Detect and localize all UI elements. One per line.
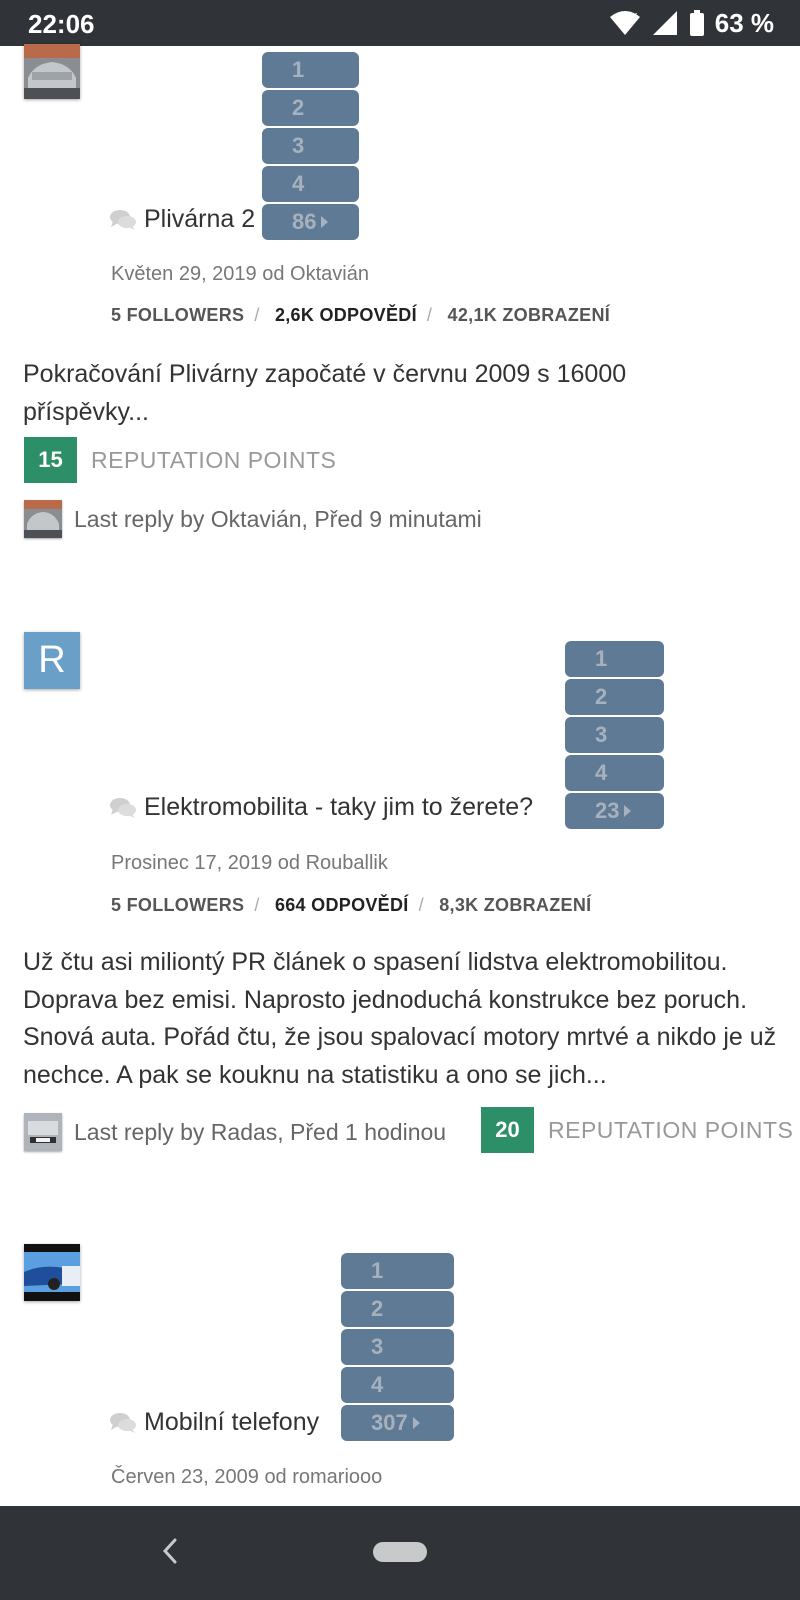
page-link[interactable]: 3 — [262, 128, 359, 164]
topic-title-row — [110, 205, 255, 234]
topic-excerpt: Už čtu asi miliontý PR článek o spasení lidstva elektromobilitou. Doprava bez emisi. Naprosto jednoduchá konstrukce bez poruch. Snová auta. Pořád čtu, že jsou spalovací motory mrtvé a nikdo je už nechce. A pak se kouknu na statistiku a ono se jich... — [23, 948, 777, 1089]
caret-right-icon — [413, 1417, 420, 1429]
caret-right-icon — [321, 216, 328, 228]
last-reply-avatar[interactable] — [24, 1113, 62, 1151]
topic-author-avatar[interactable] — [24, 632, 80, 689]
reputation-badge: 15 — [24, 437, 77, 483]
last-reply-text[interactable]: Last reply by Oktavián, Před 9 minutami — [74, 505, 482, 532]
replies-count: 664 ODPOVĚDÍ — [274, 895, 409, 915]
page-link[interactable]: 1 — [565, 641, 664, 677]
page-link[interactable]: 3 — [341, 1329, 454, 1365]
topic-meta: Prosinec 17, 2019 od Rouballik — [111, 852, 388, 874]
battery-icon — [689, 10, 705, 36]
battery-percent: 63 % — [714, 7, 774, 38]
chat-icon — [110, 209, 136, 231]
reputation-label: REPUTATION POINTS — [548, 1116, 794, 1143]
pagination — [341, 1253, 454, 1441]
reputation-badge: 20 — [481, 1107, 534, 1153]
back-icon[interactable] — [160, 1536, 180, 1566]
topic-title-row — [110, 793, 533, 822]
topic-meta: Červen 23, 2009 od romariooo — [111, 1466, 383, 1488]
last-reply-avatar[interactable] — [24, 500, 62, 538]
page-link[interactable]: 1 — [262, 52, 359, 88]
home-pill-icon[interactable] — [373, 1542, 427, 1562]
page-link[interactable]: 2 — [262, 90, 359, 126]
page-link[interactable]: 4 — [341, 1367, 454, 1403]
wifi-icon — [609, 10, 641, 36]
pagination — [565, 641, 664, 829]
status-icons — [609, 8, 774, 38]
last-reply-text[interactable]: Last reply by Radas, Před 1 hodinou — [74, 1118, 447, 1145]
last-reply — [24, 1113, 446, 1151]
page-link[interactable]: 2 — [341, 1291, 454, 1327]
page-link[interactable]: 1 — [341, 1253, 454, 1289]
pagination — [262, 52, 359, 240]
page-link[interactable]: 4 — [565, 755, 664, 791]
topic-stats: 5 FOLLOWERS / 2,6K ODPOVĚDÍ / 42,1K ZOBRAZENÍ — [111, 305, 611, 325]
topic-author-avatar[interactable] — [24, 1244, 80, 1301]
views-count: 42,1K ZOBRAZENÍ — [447, 305, 611, 325]
topic-title-row — [110, 1408, 319, 1437]
topic-title[interactable]: Mobilní telefony — [144, 1408, 320, 1436]
topic-excerpt: Pokračování Plivárny započaté v červnu 2009 s 16000 příspěvky... — [23, 360, 627, 426]
last-reply — [24, 500, 482, 538]
replies-count: 2,6K ODPOVĚDÍ — [274, 305, 417, 325]
svg-text:x: x — [630, 10, 638, 22]
topic-title[interactable]: Plivárna 2 — [144, 205, 256, 233]
followers-count[interactable]: 5 FOLLOWERS — [111, 305, 245, 325]
reputation — [481, 1107, 793, 1153]
chat-icon — [110, 1412, 136, 1434]
topic-title[interactable]: Elektromobilita - taky jim to žerete? — [144, 793, 534, 821]
views-count: 8,3K ZOBRAZENÍ — [439, 895, 592, 915]
topic-stats: 5 FOLLOWERS / 664 ODPOVĚDÍ / 8,3K ZOBRAZENÍ — [111, 895, 592, 915]
page-link[interactable]: 2 — [565, 679, 664, 715]
navigation-bar — [0, 1506, 800, 1600]
reputation-label: REPUTATION POINTS — [91, 446, 337, 473]
status-time: 22:06 — [28, 9, 95, 39]
page-link[interactable]: 3 — [565, 717, 664, 753]
topic-meta: Květen 29, 2019 od Oktavián — [111, 263, 369, 285]
status-bar — [0, 0, 800, 46]
signal-icon — [651, 10, 679, 36]
page-link-last[interactable]: 86 — [262, 204, 359, 240]
reputation — [24, 437, 336, 483]
page-link-last[interactable]: 23 — [565, 793, 664, 829]
followers-count[interactable]: 5 FOLLOWERS — [111, 895, 245, 915]
chat-icon — [110, 797, 136, 819]
page-link[interactable]: 4 — [262, 166, 359, 202]
topic-author-avatar[interactable] — [24, 44, 80, 99]
avatar-letter: R — [38, 639, 66, 681]
page-link-last[interactable]: 307 — [341, 1405, 454, 1441]
caret-right-icon — [624, 805, 631, 817]
